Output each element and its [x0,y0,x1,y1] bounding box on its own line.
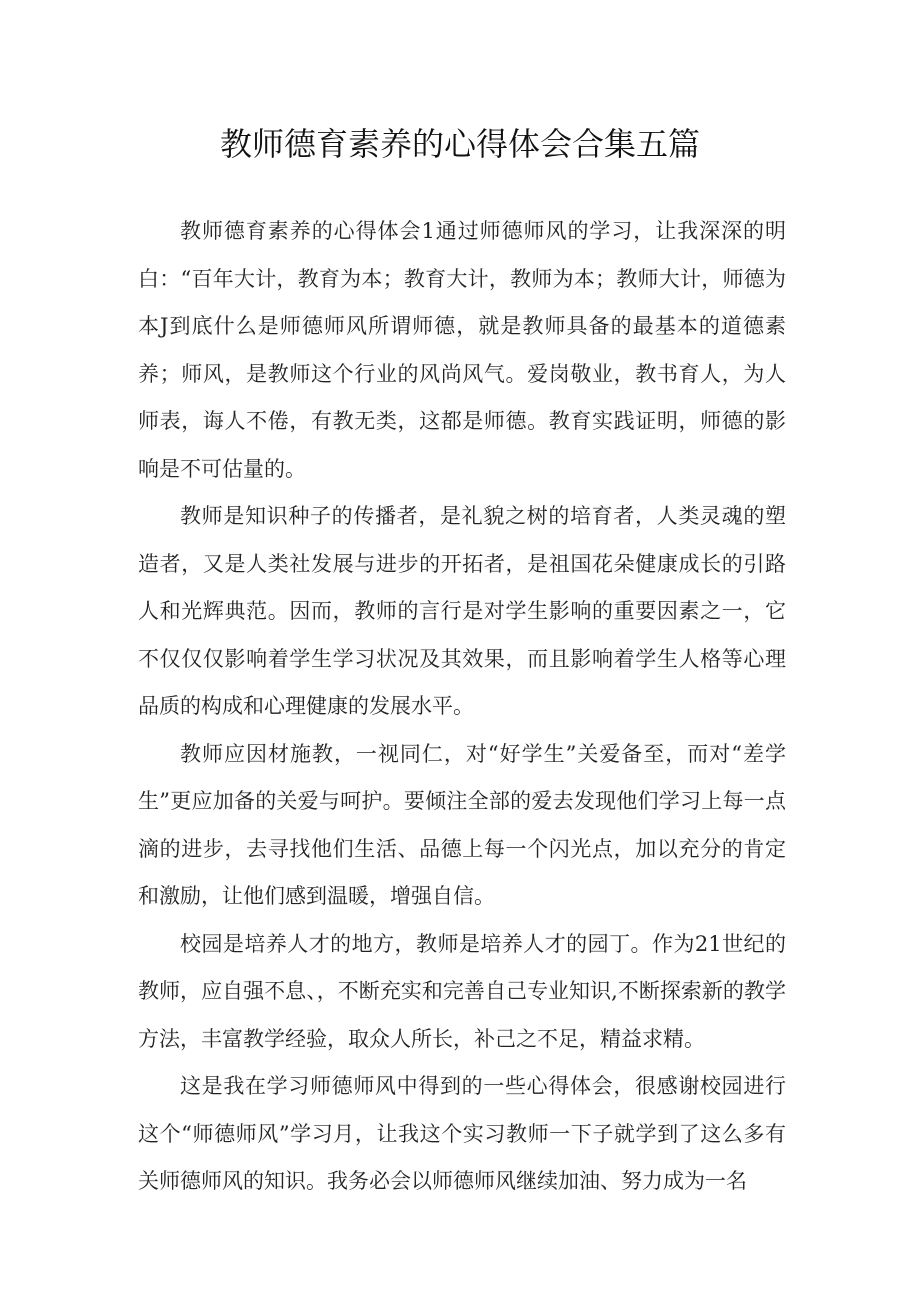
document-body [138,208,786,1206]
document-title: 教师德育素养的心得体会合集五篇 [219,125,700,163]
paragraph-5: 这是我在学习师德师风中得到的一些心得体会，很感谢校园进行这个“师德师风”学习月，让我这个实习教师一下子就学到了这么多有关师德师风的知识。我务必会以师德师风继续加油、努力成为一名 [138,1074,786,1193]
paragraph-4: 校园是培养人才的地方，教师是培养人才的园丁。作为21世纪的教师，应自强不息、，不断充实和完善自己专业知识,不断探索新的教学方法，丰富教学经验，取众人所长，补己之不足，精益求精。 [138,931,786,1051]
paragraph-3: 教师应因材施教，一视同仁，对“好学生”关爱备至，而对“差学生”更应加备的关爱与呵护。要倾注全部的爱去发现他们学习上每一点滴的进步，去寻找他们生活、品德上每一个闪光点，加以充分的肯定和激励，让他们感到温暖，增强自信。 [138,741,786,908]
paragraph-2: 教师是知识种子的传播者，是礼貌之树的培育者，人类灵魂的塑造者，又是人类社发展与进步的开拓者，是祖国花朵健康成长的引路人和光辉典范。因而，教师的言行是对学生影响的重要因素之一，它不仅仅仅影响着学生学习状况及其效果，而且影响着学生人格等心理品质的构成和心理健康的发展水平。 [138,504,786,718]
paragraph-1: 教师德育素养的心得体会1通过师德师风的学习，让我深深的明白：“百年大计，教育为本；教育大计，教师为本；教师大计，师德为本J到底什么是师德师风所谓师德，就是教师具备的最基本的道德素养；师风，是教师这个行业的风尚风气。爱岗敬业，教书育人，为人师表，诲人不倦，有教无类，这都是师德。教育实践证明，师德的影响是不可估量的。 [138,219,786,481]
